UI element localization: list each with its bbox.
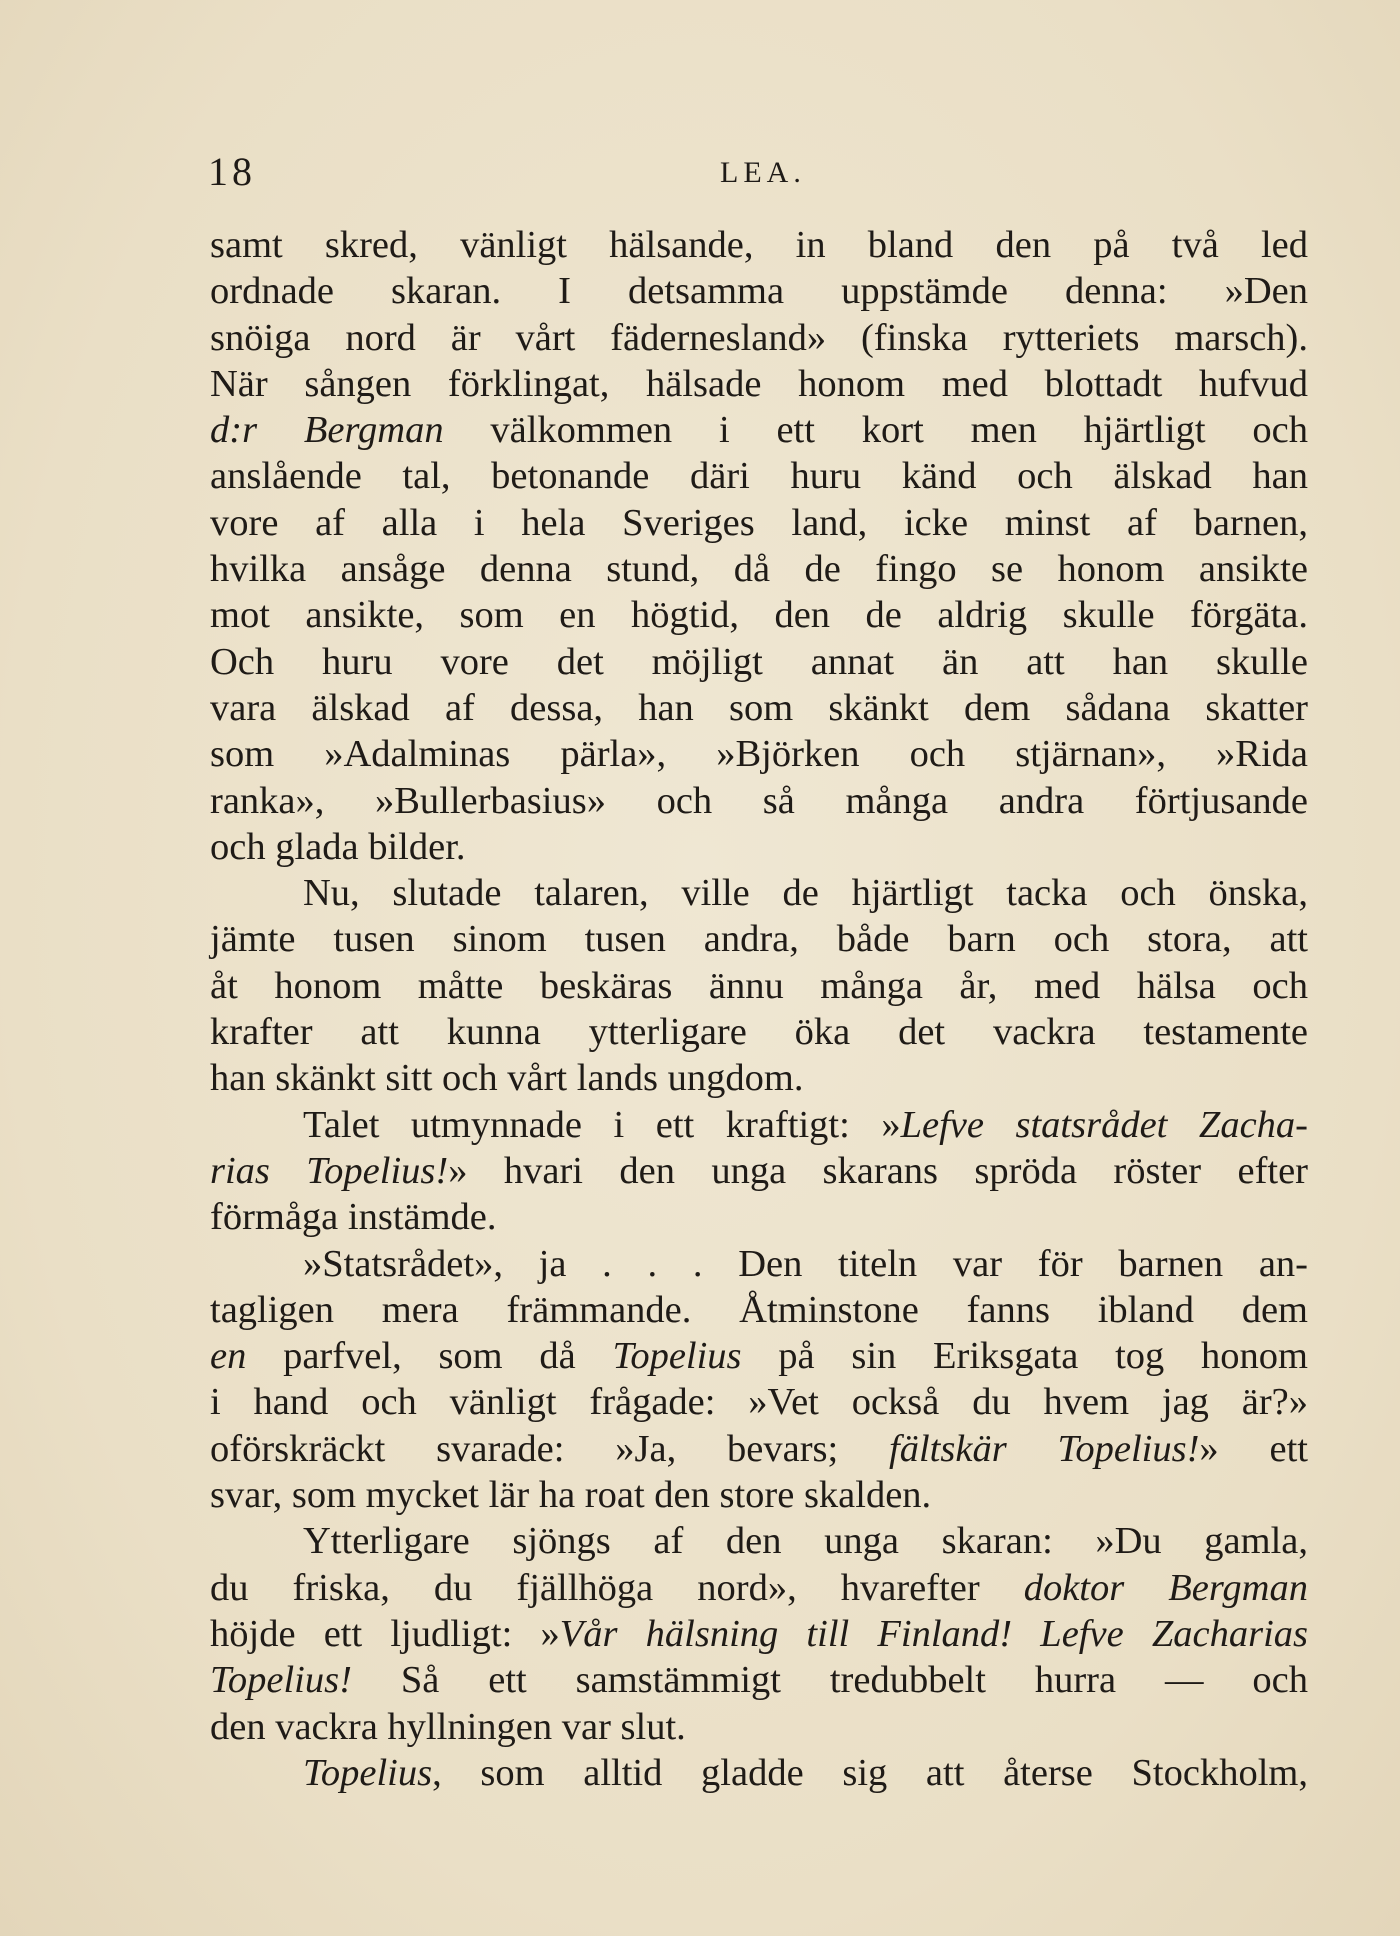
text-line — [210, 1750, 1308, 1796]
text-line: mot ansikte, som en högtid, den de aldrig skulle förgäta. — [210, 594, 1308, 637]
text-line: han skänkt sitt och vårt lands ungdom. — [210, 1057, 804, 1100]
text-line — [210, 1102, 1308, 1148]
text-segment: , som alltid gladde sig att återse Stockholm, — [432, 1751, 1308, 1794]
page-number: 18 — [208, 149, 256, 194]
text-line: Ytterligare sjöngs af den unga skaran: »Du gamla, — [303, 1520, 1308, 1563]
text-line: den vackra hyllningen var slut. — [210, 1705, 686, 1748]
italic-segment: d:r Bergman — [210, 409, 444, 452]
text-line: vara älskad af dessa, han som skänkt dem sådana skatter — [210, 686, 1308, 729]
italic-segment: en — [210, 1335, 247, 1378]
text-line — [210, 1611, 1308, 1657]
text-line — [210, 1148, 1308, 1194]
text-segment: höjde ett ljudligt: » — [210, 1612, 560, 1655]
text-segment: parfvel, som då — [246, 1335, 613, 1378]
italic-segment: fältskär Topelius! — [889, 1427, 1200, 1470]
text-line — [210, 1565, 1308, 1611]
italic-segment: Vår hälsning till Finland! Lefve Zacharias — [559, 1612, 1308, 1655]
text-line: vore af alla i hela Sveriges land, icke minst af barnen, — [210, 501, 1308, 544]
text-line — [210, 1657, 1308, 1703]
text-line: krafter att kunna ytterligare öka det vackra testamente — [210, 1011, 1308, 1054]
text-line: jämte tusen sinom tusen andra, både barn och stora, att — [210, 918, 1308, 961]
text-line: som »Adalminas pärla», »Björken och stjärnan», »Rida — [210, 733, 1308, 776]
page-header — [208, 148, 1308, 198]
text-segment: du friska, du fjällhöga nord», hvarefter — [210, 1566, 1024, 1609]
text-segment: välkommen i ett kort men hjärtligt och — [443, 409, 1308, 452]
text-line: Och huru vore det möjligt annat än att han skulle — [210, 640, 1308, 683]
italic-segment: Lefve statsrådet Zacha- — [900, 1103, 1308, 1146]
running-head: LEA. — [720, 156, 806, 189]
text-line: samt skred, vänligt hälsande, in bland den på två led — [210, 224, 1308, 266]
text-segment: Talet utmynnade i ett kraftigt: » — [303, 1103, 901, 1146]
text-line: ranka», »Bullerbasius» och så många andra förtjusande — [210, 779, 1308, 822]
text-line: »Statsrådet», ja . . . Den titeln var för barnen an- — [303, 1242, 1308, 1285]
text-line: tagligen mera främmande. Åtminstone fanns ibland dem — [210, 1288, 1308, 1331]
text-line: och glada bilder. — [210, 825, 466, 868]
text-line: När sången förklingat, hälsade honom med blottadt hufvud — [210, 362, 1308, 405]
text-line: snöiga nord är vårt fädernesland» (finska rytteriets marsch). — [210, 316, 1308, 359]
text-line: förmåga instämde. — [210, 1196, 497, 1239]
text-line: anslående tal, betonande däri huru känd och älskad han — [210, 455, 1308, 498]
text-line: hvilka ansåge denna stund, då de fingo se honom ansikte — [210, 548, 1308, 591]
text-line: svar, som mycket lär ha roat den store skalden. — [210, 1474, 932, 1517]
italic-segment: Topelius — [303, 1751, 433, 1794]
text-segment: Så ett samstämmigt tredubbelt hurra — och — [351, 1659, 1308, 1702]
text-line — [210, 1333, 1308, 1379]
italic-segment: Topelius! — [210, 1659, 352, 1702]
text-segment: » hvari den unga skarans spröda röster efter — [448, 1149, 1308, 1192]
text-line: ordnade skaran. I detsamma uppstämde denna: »Den — [210, 270, 1308, 313]
italic-segment: rias Topelius! — [210, 1149, 449, 1192]
text-line: i hand och vänligt frågade: »Vet också du hvem jag är?» — [210, 1381, 1308, 1424]
text-line: Nu, slutade talaren, ville de hjärtligt tacka och önska, — [303, 872, 1308, 915]
text-segment: på sin Eriksgata tog honom — [741, 1335, 1308, 1378]
text-line — [210, 407, 1308, 453]
italic-segment: Topelius — [612, 1335, 742, 1378]
text-line — [210, 1426, 1308, 1472]
body-text — [210, 222, 1308, 1796]
text-segment: » ett — [1199, 1427, 1308, 1470]
italic-segment: doktor Bergman — [1023, 1566, 1308, 1609]
text-segment: oförskräckt svarade: »Ja, bevars; — [210, 1427, 890, 1470]
text-line: åt honom måtte beskäras ännu många år, med hälsa och — [210, 964, 1308, 1007]
